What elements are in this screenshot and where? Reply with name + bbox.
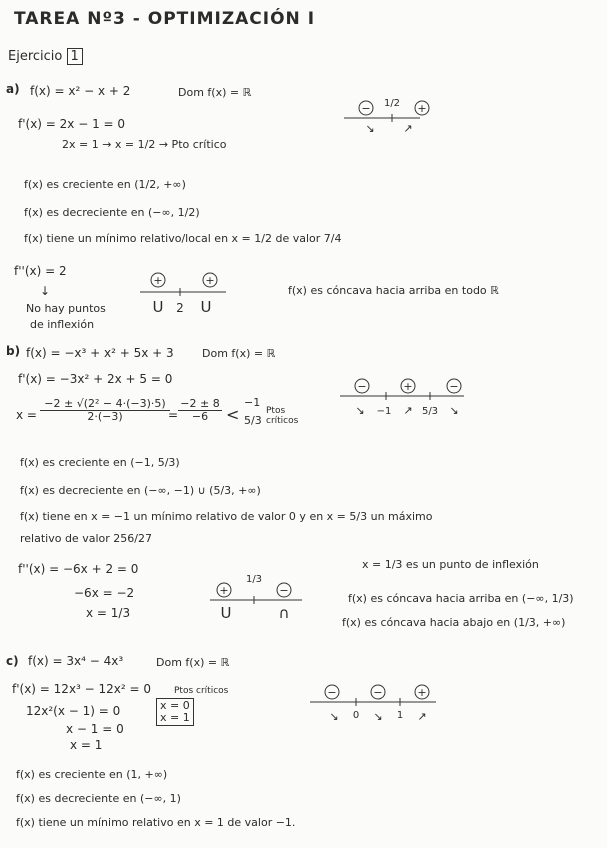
part-b-concave-down: f(x) es cóncava hacia abajo en (1/3, +∞) — [342, 616, 566, 629]
part-b-extrema-1: f(x) tiene en x = −1 un mínimo relativo de valor 0 y en x = 5/3 un máximo — [20, 510, 433, 523]
part-c-factor: 12x²(x − 1) = 0 — [26, 704, 121, 718]
page-title: TAREA Nº3 - OPTIMIZACIÓN I — [14, 9, 316, 29]
equals-sign: = — [168, 408, 179, 422]
critical-x0: x = 0 — [160, 699, 190, 712]
sign-plus: + — [417, 102, 427, 115]
part-b-root-1: −1 — [244, 396, 261, 409]
convex-shape: U — [200, 298, 212, 316]
part-a-no-inflection-1: No hay puntos — [26, 302, 106, 315]
part-b-concave-up: f(x) es cóncava hacia arriba en (−∞, 1/3) — [348, 592, 574, 605]
part-b-solve-1: −6x = −2 — [74, 586, 135, 600]
part-a-sign-chart-2 — [140, 270, 230, 318]
part-b-quadratic-formula — [40, 398, 170, 423]
sign-minus: − — [357, 380, 367, 393]
point-label: 2 — [176, 301, 184, 315]
point-label: −1 — [376, 406, 392, 417]
point-label: 1 — [396, 710, 404, 721]
part-b-roots-note: Ptos críticos — [266, 406, 299, 426]
exercise-number: 1 — [67, 48, 83, 65]
part-c-function: f(x) = 3x⁴ − 4x³ — [28, 654, 124, 668]
sign-plus: + — [417, 686, 427, 699]
part-b-solve-2: x = 1/3 — [86, 606, 131, 620]
part-a-derivative: f'(x) = 2x − 1 = 0 — [18, 117, 126, 131]
part-b-root-2: 5/3 — [244, 414, 262, 427]
decreasing-arrow: ↘ — [449, 404, 459, 417]
part-c-critical-box — [156, 698, 194, 726]
part-b-domain: Dom f(x) = ℝ — [202, 347, 276, 360]
critical-x1: x = 1 — [160, 711, 190, 724]
formula-numerator: −2 ± 8 — [180, 397, 220, 410]
formula-denominator: −6 — [178, 410, 222, 423]
decreasing-arrow: ↘ — [355, 404, 365, 417]
sign-minus: − — [361, 102, 371, 115]
concave-shape: ∩ — [278, 604, 290, 622]
point-label: 5/3 — [421, 406, 439, 417]
branch-bracket: < — [226, 405, 240, 424]
part-a-sign-chart-1 — [344, 96, 427, 138]
sign-plus: + — [403, 380, 413, 393]
part-b-simplified-formula — [178, 398, 222, 423]
inflection-point-label: 1/3 — [245, 574, 263, 585]
decreasing-arrow: ↘ — [365, 122, 375, 135]
part-c-solve-1: x − 1 = 0 — [66, 722, 124, 736]
part-a-increasing: f(x) es creciente en (1/2, +∞) — [24, 178, 186, 191]
decreasing-arrow: ↘ — [373, 710, 383, 723]
increasing-arrow: ↗ — [403, 122, 413, 135]
part-a-function: f(x) = x² − x + 2 — [30, 84, 131, 98]
part-b-sign-chart-2 — [210, 570, 306, 622]
critical-point-label: 1/2 — [383, 98, 401, 109]
part-c-derivative: f'(x) = 12x³ − 12x² = 0 — [12, 682, 152, 696]
part-a-solve: 2x = 1 → x = 1/2 → Pto crítico — [62, 138, 227, 151]
part-a-domain: Dom f(x) = ℝ — [178, 86, 252, 99]
part-b-sign-chart-1 — [340, 374, 470, 422]
convex-shape: U — [152, 298, 164, 316]
part-b-derivative: f'(x) = −3x² + 2x + 5 = 0 — [18, 372, 173, 386]
formula-numerator: −2 ± √(2² − 4·(−3)·5) — [44, 397, 166, 410]
part-b-increasing: f(x) es creciente en (−1, 5/3) — [20, 456, 180, 469]
convex-shape: U — [220, 604, 232, 622]
exercise-label-text: Ejercicio — [8, 49, 63, 64]
part-c-sign-chart — [310, 682, 440, 726]
point-label: 0 — [352, 710, 360, 721]
part-b-extrema-2: relativo de valor 256/27 — [20, 532, 152, 545]
part-a-minimum: f(x) tiene un mínimo relativo/local en x = 1/2 de valor 7/4 — [24, 232, 342, 245]
part-b-x-prefix: x = — [16, 408, 37, 422]
decreasing-arrow: ↘ — [329, 710, 339, 723]
sign-minus: − — [327, 686, 337, 699]
part-b-function: f(x) = −x³ + x² + 5x + 3 — [26, 346, 174, 360]
exercise-label — [8, 50, 83, 64]
part-b-decreasing: f(x) es decreciente en (−∞, −1) ∪ (5/3, +∞) — [20, 484, 261, 497]
formula-denominator: 2·(−3) — [40, 410, 170, 423]
part-a-arrow: ↓ — [40, 284, 51, 298]
part-a-label: a) — [6, 82, 20, 96]
sign-plus: + — [205, 274, 215, 287]
part-c-minimum: f(x) tiene un mínimo relativo en x = 1 de valor −1. — [16, 816, 296, 829]
sign-minus: − — [279, 584, 289, 597]
sign-plus: + — [153, 274, 163, 287]
part-b-label: b) — [6, 344, 21, 358]
increasing-arrow: ↗ — [417, 710, 427, 723]
sign-minus: − — [373, 686, 383, 699]
part-c-solve-2: x = 1 — [70, 738, 103, 752]
increasing-arrow: ↗ — [403, 404, 413, 417]
part-c-critical-note: Ptos críticos — [174, 686, 229, 696]
part-a-second-derivative: f''(x) = 2 — [14, 264, 67, 278]
part-a-concavity: f(x) es cóncava hacia arriba en todo ℝ — [288, 284, 499, 297]
part-b-second-derivative: f''(x) = −6x + 2 = 0 — [18, 562, 139, 576]
part-c-decreasing: f(x) es decreciente en (−∞, 1) — [16, 792, 181, 805]
part-b-inflection: x = 1/3 es un punto de inflexión — [362, 558, 539, 571]
sign-plus: + — [219, 584, 229, 597]
part-c-increasing: f(x) es creciente en (1, +∞) — [16, 768, 168, 781]
part-a-no-inflection-2: de inflexión — [30, 318, 95, 331]
sign-minus: − — [449, 380, 459, 393]
part-c-domain: Dom f(x) = ℝ — [156, 656, 230, 669]
part-a-decreasing: f(x) es decreciente en (−∞, 1/2) — [24, 206, 200, 219]
part-c-label: c) — [6, 654, 19, 668]
